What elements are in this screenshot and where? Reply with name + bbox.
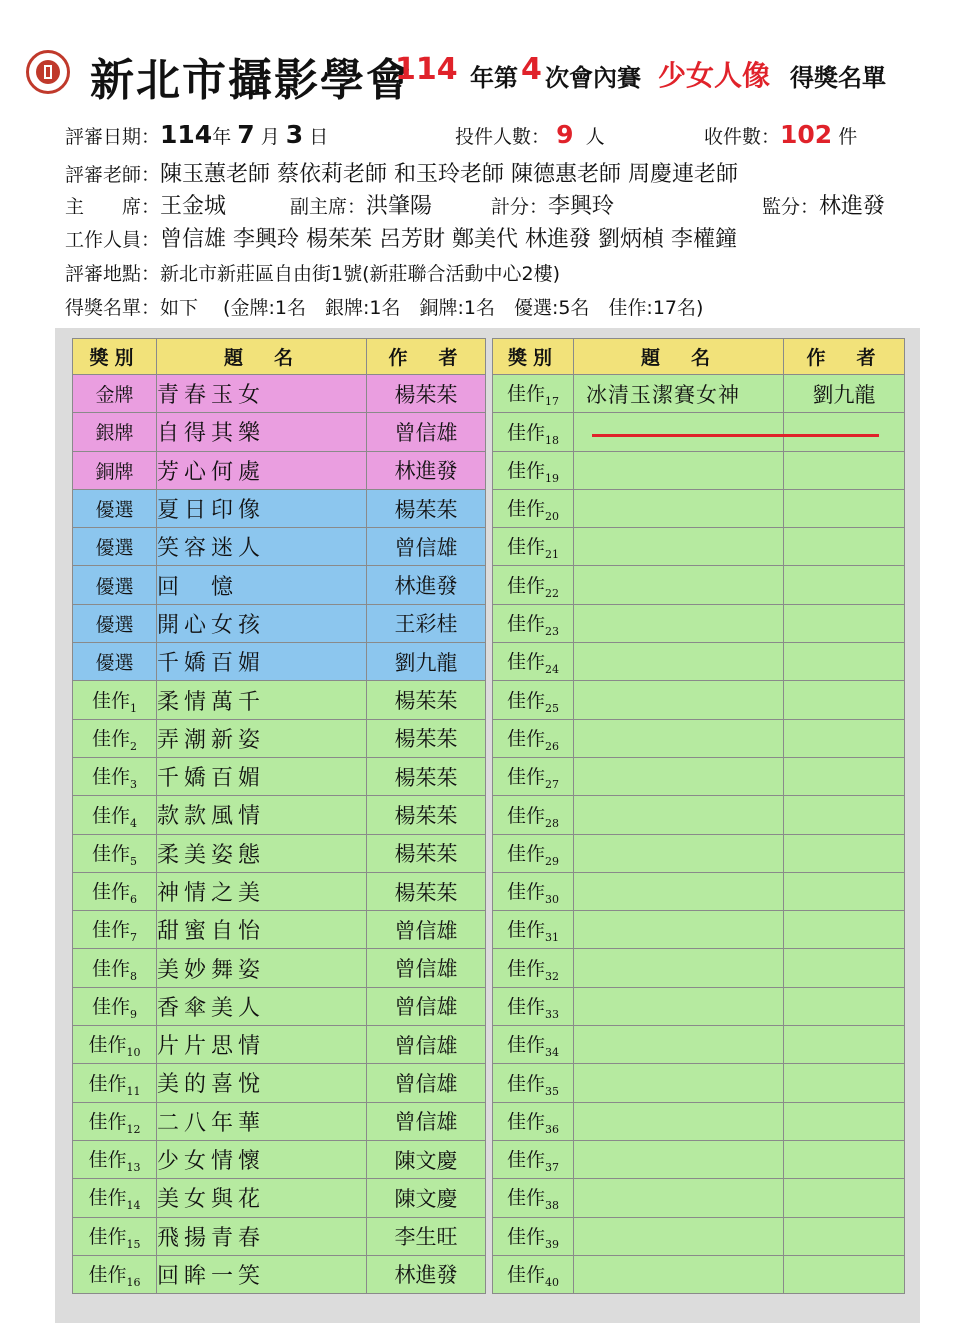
- award-category: 佳作$_{37}$: [493, 1140, 574, 1178]
- table-row: [73, 987, 486, 1025]
- work-title: 夏日印像: [157, 489, 367, 527]
- results-table-left: [72, 338, 486, 1294]
- table-row: [73, 528, 486, 566]
- work-author: [784, 1179, 905, 1217]
- table-row: [73, 643, 486, 681]
- work-title: 甜蜜自怡: [157, 911, 367, 949]
- work-title: [574, 1179, 784, 1217]
- work-title: 冰清玉潔賽女神: [574, 375, 784, 413]
- club-seal-icon: [26, 50, 70, 94]
- table-row: [493, 719, 905, 757]
- award-category: 佳作$_3$: [73, 757, 157, 795]
- work-title: [574, 1217, 784, 1255]
- staff-line: 工作人員：曾信雄 李興玲 楊茱茱 呂芳財 鄭美代 林進發 劉炳楨 李權鐘: [65, 227, 737, 252]
- title-year: 114: [395, 52, 458, 87]
- work-author: 曾信雄: [367, 528, 486, 566]
- table-row: [493, 643, 905, 681]
- work-author: [784, 1140, 905, 1178]
- table-row: [73, 451, 486, 489]
- award-category: 佳作$_{20}$: [493, 489, 574, 527]
- table-row: [73, 375, 486, 413]
- table-row: [73, 1255, 486, 1293]
- work-title: 笑容迷人: [157, 528, 367, 566]
- award-category: 佳作$_{38}$: [493, 1179, 574, 1217]
- work-title: 千嬌百媚: [157, 757, 367, 795]
- table-row: [493, 834, 905, 872]
- award-category: 優選: [73, 604, 157, 642]
- work-author: 曾信雄: [367, 1064, 486, 1102]
- table-row: [493, 1026, 905, 1064]
- work-title: 柔情萬千: [157, 681, 367, 719]
- work-title: [574, 911, 784, 949]
- work-title: 芳心何處: [157, 451, 367, 489]
- table-row: [493, 1179, 905, 1217]
- work-title: 少女情懷: [157, 1140, 367, 1178]
- work-author: 陳文慶: [367, 1179, 486, 1217]
- work-author: 楊茱茱: [367, 681, 486, 719]
- title-number: 4: [521, 52, 542, 87]
- work-author: [784, 719, 905, 757]
- work-author: 楊茱茱: [367, 834, 486, 872]
- table-row: [493, 566, 905, 604]
- award-category: 佳作$_{10}$: [73, 1026, 157, 1064]
- work-title: 弄潮新姿: [157, 719, 367, 757]
- work-title: [574, 643, 784, 681]
- work-title: [574, 834, 784, 872]
- work-author: [784, 757, 905, 795]
- work-title: 回眸一笑: [157, 1255, 367, 1293]
- work-author: [784, 1064, 905, 1102]
- table-row: [73, 757, 486, 795]
- work-author: [784, 489, 905, 527]
- work-author: 曾信雄: [367, 413, 486, 451]
- award-category: 佳作$_{22}$: [493, 566, 574, 604]
- award-category: 佳作$_{12}$: [73, 1102, 157, 1140]
- work-title: [574, 1255, 784, 1293]
- work-author: 楊茱茱: [367, 719, 486, 757]
- work-author: [784, 1026, 905, 1064]
- entrants-count: 投件人數： 9 人: [455, 120, 605, 149]
- work-title: [574, 566, 784, 604]
- table-row: [73, 566, 486, 604]
- table-row: [493, 1064, 905, 1102]
- work-author: 楊茱茱: [367, 489, 486, 527]
- table-row: [73, 1140, 486, 1178]
- work-title: [574, 1102, 784, 1140]
- work-author: [784, 643, 905, 681]
- work-title: 飛揚青春: [157, 1217, 367, 1255]
- table-row: [493, 911, 905, 949]
- work-author: 林進發: [367, 451, 486, 489]
- work-title: 片片思情: [157, 1026, 367, 1064]
- work-author: 劉九龍: [784, 375, 905, 413]
- table-row: [73, 834, 486, 872]
- work-title: [574, 528, 784, 566]
- award-category: 佳作$_{17}$: [493, 375, 574, 413]
- work-title: [574, 1140, 784, 1178]
- work-title: [574, 872, 784, 910]
- award-category: 優選: [73, 528, 157, 566]
- work-author: 曾信雄: [367, 1102, 486, 1140]
- award-category: 佳作$_{31}$: [493, 911, 574, 949]
- work-title: 美妙舞姿: [157, 949, 367, 987]
- work-title: [574, 1064, 784, 1102]
- work-author: 楊茱茱: [367, 375, 486, 413]
- work-title: [574, 719, 784, 757]
- judges-line: 評審老師：陳玉蕙老師 蔡依莉老師 和玉玲老師 陳德惠老師 周慶連老師: [65, 162, 738, 187]
- red-underline-mark: [592, 434, 879, 437]
- table-row: [73, 796, 486, 834]
- table-row: [73, 911, 486, 949]
- award-category: 佳作$_{15}$: [73, 1217, 157, 1255]
- award-category: 佳作$_9$: [73, 987, 157, 1025]
- work-author: 林進發: [367, 1255, 486, 1293]
- award-category: 佳作$_{27}$: [493, 757, 574, 795]
- work-title: [574, 1026, 784, 1064]
- col-header-title: 題 名: [157, 339, 367, 375]
- table-row: [493, 451, 905, 489]
- work-title: 青春玉女: [157, 375, 367, 413]
- award-category: 佳作$_{33}$: [493, 987, 574, 1025]
- work-author: [784, 528, 905, 566]
- table-header-row: [73, 339, 486, 375]
- award-category: 佳作$_6$: [73, 872, 157, 910]
- award-category: 佳作$_{28}$: [493, 796, 574, 834]
- work-author: [784, 681, 905, 719]
- award-category: 佳作$_8$: [73, 949, 157, 987]
- work-title: 回 憶: [157, 566, 367, 604]
- table-row: [73, 1102, 486, 1140]
- work-title: 款款風情: [157, 796, 367, 834]
- work-author: 楊茱茱: [367, 796, 486, 834]
- table-row: [493, 987, 905, 1025]
- work-author: 林進發: [367, 566, 486, 604]
- work-author: [784, 949, 905, 987]
- col-header-author: 作 者: [367, 339, 486, 375]
- work-author: 陳文慶: [367, 1140, 486, 1178]
- award-category: 佳作$_{23}$: [493, 604, 574, 642]
- works-count: 收件數：102 件: [704, 120, 858, 149]
- work-title: [574, 413, 784, 451]
- title-row: [18, 38, 958, 108]
- award-category: 佳作$_{35}$: [493, 1064, 574, 1102]
- col-header-title: 題 名: [574, 339, 784, 375]
- award-category: 佳作$_{14}$: [73, 1179, 157, 1217]
- table-row: [73, 1179, 486, 1217]
- award-category: 佳作$_{18}$: [493, 413, 574, 451]
- work-author: [784, 834, 905, 872]
- award-category: 佳作$_4$: [73, 796, 157, 834]
- award-category: 銀牌: [73, 413, 157, 451]
- work-title: [574, 489, 784, 527]
- table-row: [73, 1026, 486, 1064]
- table-row: [493, 413, 905, 451]
- title-contest: 次會內賽: [545, 64, 641, 92]
- work-author: 曾信雄: [367, 949, 486, 987]
- title-suffix: 得獎名單: [790, 64, 886, 92]
- award-category: 佳作$_{11}$: [73, 1064, 157, 1102]
- table-row: [73, 489, 486, 527]
- work-title: 二八年華: [157, 1102, 367, 1140]
- work-title: 開心女孩: [157, 604, 367, 642]
- award-category: 金牌: [73, 375, 157, 413]
- work-author: 曾信雄: [367, 911, 486, 949]
- work-author: 王彩桂: [367, 604, 486, 642]
- table-row: [493, 681, 905, 719]
- table-row: [493, 604, 905, 642]
- award-category: 佳作$_{24}$: [493, 643, 574, 681]
- award-category: 銅牌: [73, 451, 157, 489]
- work-author: 劉九龍: [367, 643, 486, 681]
- table-row: [493, 528, 905, 566]
- award-category: 佳作$_2$: [73, 719, 157, 757]
- award-category: 佳作$_5$: [73, 834, 157, 872]
- work-title: [574, 451, 784, 489]
- work-title: [574, 757, 784, 795]
- work-author: 曾信雄: [367, 1026, 486, 1064]
- chair-line: 主 席：王金城: [65, 194, 227, 219]
- work-author: [784, 413, 905, 451]
- table-row: [493, 757, 905, 795]
- table-row: [73, 604, 486, 642]
- col-header-category: 獎別: [73, 339, 157, 375]
- judging-date: 評審日期：114年 7 月 3 日: [65, 120, 329, 149]
- venue-line: 評審地點：新北市新莊區自由街1號(新莊聯合活動中心2樓): [65, 263, 561, 285]
- monitor-line: 監分：林進發: [762, 194, 886, 219]
- title-category: 少女人像: [658, 59, 771, 92]
- award-summary-line: 得獎名單：如下 (金牌:1名 銀牌:1名 銅牌:1名 優選:5名 佳作:17名): [65, 297, 704, 319]
- work-author: [784, 987, 905, 1025]
- work-title: 柔美姿態: [157, 834, 367, 872]
- work-author: [784, 872, 905, 910]
- award-category: 佳作$_{21}$: [493, 528, 574, 566]
- award-category: 佳作$_{32}$: [493, 949, 574, 987]
- table-row: [493, 1140, 905, 1178]
- table-row: [73, 1064, 486, 1102]
- work-title: 千嬌百媚: [157, 643, 367, 681]
- award-category: 佳作$_{26}$: [493, 719, 574, 757]
- award-category: 佳作$_{39}$: [493, 1217, 574, 1255]
- table-row: [493, 1102, 905, 1140]
- work-title: [574, 949, 784, 987]
- table-row: [493, 1255, 905, 1293]
- table-row: [73, 949, 486, 987]
- table-row: [73, 1217, 486, 1255]
- work-title: 香傘美人: [157, 987, 367, 1025]
- work-author: [784, 566, 905, 604]
- work-author: [784, 604, 905, 642]
- work-author: [784, 911, 905, 949]
- award-category: 佳作$_{30}$: [493, 872, 574, 910]
- table-row: [493, 489, 905, 527]
- award-category: 佳作$_{34}$: [493, 1026, 574, 1064]
- table-row: [73, 872, 486, 910]
- club-name: 新北市攝影學會: [90, 55, 412, 106]
- vice-chair-line: 副主席：洪肇陽: [290, 194, 433, 219]
- work-author: 楊茱茱: [367, 757, 486, 795]
- scorer-line: 計分：李興玲: [491, 194, 615, 219]
- award-category: 佳作$_{13}$: [73, 1140, 157, 1178]
- award-category: 優選: [73, 566, 157, 604]
- work-author: 李生旺: [367, 1217, 486, 1255]
- title-year-unit: 年第: [470, 64, 518, 92]
- award-category: 佳作$_7$: [73, 911, 157, 949]
- award-category: 佳作$_{16}$: [73, 1255, 157, 1293]
- table-row: [493, 949, 905, 987]
- col-header-category: 獎別: [493, 339, 574, 375]
- work-author: [784, 1255, 905, 1293]
- work-title: 自得其樂: [157, 413, 367, 451]
- award-category: 優選: [73, 643, 157, 681]
- award-category: 佳作$_{29}$: [493, 834, 574, 872]
- work-title: [574, 604, 784, 642]
- table-header-row: [493, 339, 905, 375]
- table-row: [493, 375, 905, 413]
- col-header-author: 作 者: [784, 339, 905, 375]
- table-row: [73, 719, 486, 757]
- award-category: 佳作$_1$: [73, 681, 157, 719]
- work-author: 楊茱茱: [367, 872, 486, 910]
- table-row: [493, 1217, 905, 1255]
- award-category: 佳作$_{19}$: [493, 451, 574, 489]
- award-category: 佳作$_{40}$: [493, 1255, 574, 1293]
- table-row: [73, 413, 486, 451]
- work-author: [784, 1217, 905, 1255]
- results-table-right: [492, 338, 905, 1294]
- table-row: [73, 681, 486, 719]
- table-row: [493, 872, 905, 910]
- work-title: 神情之美: [157, 872, 367, 910]
- table-row: [493, 796, 905, 834]
- work-title: [574, 987, 784, 1025]
- work-title: 美的喜悅: [157, 1064, 367, 1102]
- work-title: [574, 681, 784, 719]
- award-category: 佳作$_{36}$: [493, 1102, 574, 1140]
- work-title: [574, 796, 784, 834]
- work-author: 曾信雄: [367, 987, 486, 1025]
- award-category: 優選: [73, 489, 157, 527]
- work-author: [784, 1102, 905, 1140]
- work-author: [784, 796, 905, 834]
- work-title: 美女與花: [157, 1179, 367, 1217]
- award-category: 佳作$_{25}$: [493, 681, 574, 719]
- work-author: [784, 451, 905, 489]
